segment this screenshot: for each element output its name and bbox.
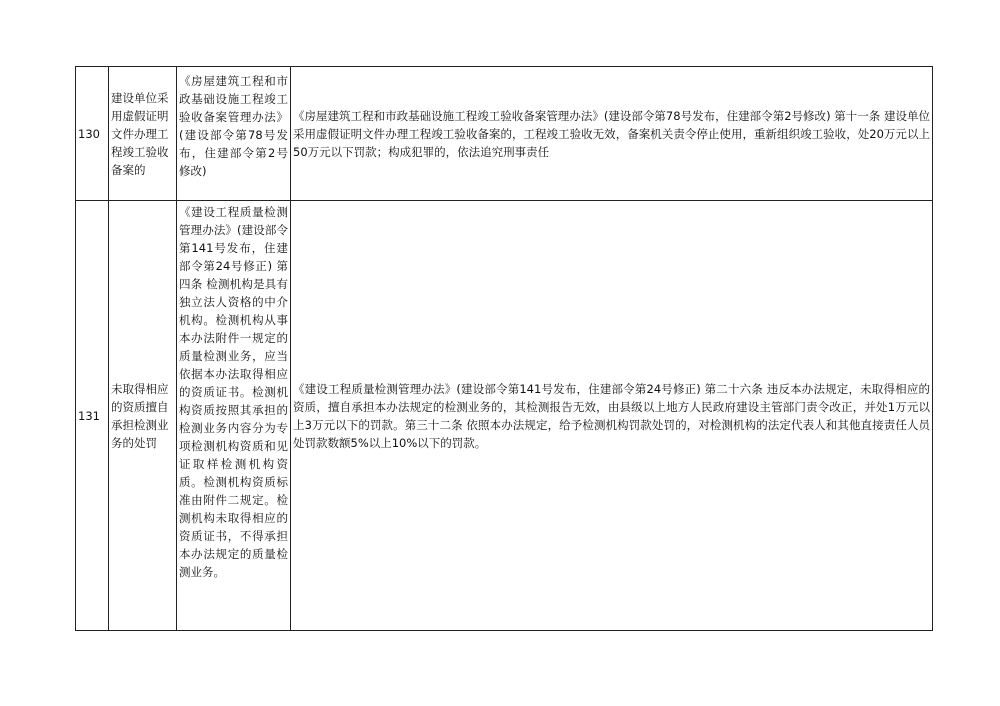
row-number: 131 <box>76 201 109 631</box>
table-row <box>76 67 933 201</box>
table-row <box>76 201 933 631</box>
penalty-provision: 《房屋建筑工程和市政基础设施工程竣工验收备案管理办法》(建设部令第78号发布，住建部令第2号修改) 第十一条 建设单位采用虚假证明文件办理工程竣工验收备案的，工程竣工验收无效，备案机关责令停止使用，重新组织竣工验收，处20万元以上50万元以下罚款；构成犯罪的，依法追究刑事责任 <box>291 67 933 201</box>
penalty-provision: 《建设工程质量检测管理办法》(建设部令第141号发布，住建部令第24号修正) 第二十六条 违反本办法规定，未取得相应的资质，擅自承担本办法规定的检测业务的，其检测报告无效，由县级以上地方人民政府建设主管部门责令改正，并处1万元以上3万元以下的罚款。第三十二条 依照本办法规定，给予检测机构罚款处罚的，对检测机构的法定代表人和其他直接责任人员处罚款数额5%以上10%以下的罚款。 <box>291 201 933 631</box>
regulation-table <box>75 66 933 631</box>
legal-basis: 《房屋建筑工程和市政基础设施工程竣工验收备案管理办法》(建设部令第78号发布，住建部令第2号修改) <box>177 67 291 201</box>
legal-basis: 《建设工程质量检测管理办法》(建设部令第141号发布，住建部令第24号修正) 第四条 检测机构是具有独立法人资格的中介机构。检测机构从事本办法附件一规定的质量检测业务，应当依据本办法取得相应的资质证书。检测机构资质按照其承担的检测业务内容分为专项检测机构资质和见证取样检测机构资质。检测机构资质标准由附件二规定。检测机构未取得相应的资质证书，不得承担本办法规定的质量检测业务。 <box>177 201 291 631</box>
violation-description: 未取得相应的资质擅自承担检测业务的处罚 <box>109 201 177 631</box>
violation-description: 建设单位采用虚假证明文件办理工程竣工验收备案的 <box>109 67 177 201</box>
row-number: 130 <box>76 67 109 201</box>
